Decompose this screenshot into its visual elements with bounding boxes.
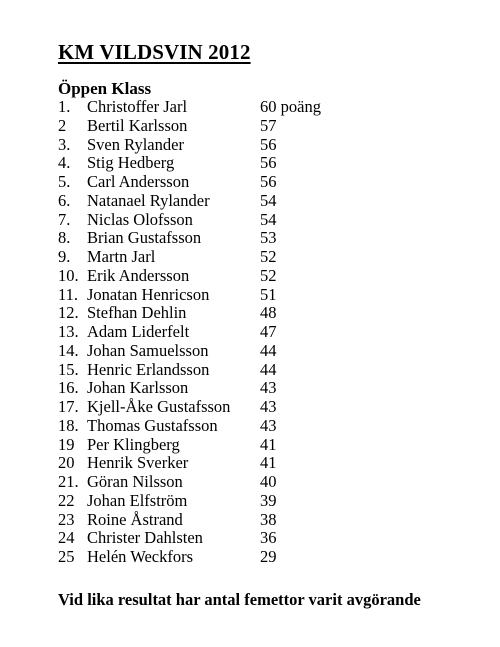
footer-note: Vid lika resultat har antal femettor varit avgörande [58,590,421,609]
result-score: 29 [260,547,277,566]
result-row [58,436,478,455]
result-name: Niclas Olofsson [87,209,193,229]
result-name: Sven Rylander [87,134,184,154]
result-row [58,154,478,173]
results-list [58,98,478,567]
result-row [58,342,478,361]
result-score: 41 [260,434,277,454]
result-row [58,473,478,492]
result-score: 47 [260,322,277,341]
result-row [58,192,478,211]
result-score: 56 [260,134,277,154]
result-rank: 1. [58,97,71,116]
document-title: KM VILDSVIN 2012 [58,40,251,64]
result-name: Johan Samuelsson [87,340,209,360]
result-name: Johan Karlsson [87,378,189,398]
result-rank: 21. [58,472,79,491]
result-rank: 6. [58,190,71,210]
result-rank: 9. [58,247,71,266]
result-name: Brian Gustafsson [87,228,202,248]
result-rank: 20 [58,453,75,473]
result-row [58,136,478,155]
result-score: 36 [260,528,277,548]
result-rank: 7. [58,209,71,229]
result-rank: 19 [58,434,75,454]
result-rank: 11. [58,284,79,304]
result-score: 43 [260,415,277,435]
result-name: Thomas Gustafsson [87,415,218,435]
result-rank: 5. [58,172,71,191]
result-score: 60 poäng [260,97,321,116]
result-name: Kjell-Åke Gustafsson [87,397,231,416]
result-score: 57 [260,115,277,135]
section-heading: Öppen Klass [58,79,152,98]
result-score: 48 [260,303,277,323]
result-row [58,267,478,286]
result-score: 43 [260,378,277,398]
result-name: Johan Elfström [87,490,188,510]
result-row [58,323,478,342]
result-row [58,398,478,417]
result-score: 38 [260,509,277,529]
result-score: 43 [260,397,277,416]
result-name: Henrik Sverker [87,453,189,473]
result-score: 41 [260,453,277,473]
result-row [58,529,478,548]
result-rank: 8. [58,228,71,248]
result-row [58,229,478,248]
result-name: Stefhan Dehlin [87,303,187,323]
result-score: 44 [260,340,277,360]
result-row [58,286,478,305]
result-rank: 3. [58,134,71,154]
result-name: Carl Andersson [87,172,190,191]
result-score: 39 [260,490,277,510]
result-row [58,248,478,267]
result-name: Bertil Karlsson [87,115,188,135]
result-row [58,492,478,511]
result-rank: 10. [58,265,79,285]
result-score: 53 [260,228,277,248]
result-row [58,511,478,530]
result-score: 56 [260,172,277,191]
result-score: 40 [260,472,277,491]
result-name: Erik Andersson [87,265,190,285]
result-name: Christoffer Jarl [87,97,188,116]
result-row [58,211,478,230]
result-row [58,304,478,323]
result-score: 56 [260,153,277,173]
result-row [58,548,478,567]
result-rank: 24 [58,528,75,548]
result-name: Martn Jarl [87,247,156,266]
result-rank: 4. [58,153,71,173]
result-rank: 13. [58,322,79,341]
result-name: Stig Hedberg [87,153,175,173]
result-row [58,117,478,136]
result-score: 54 [260,190,277,210]
result-rank: 22 [58,490,75,510]
result-row [58,361,478,380]
result-row [58,98,478,117]
result-rank: 16. [58,378,79,398]
result-row [58,379,478,398]
result-score: 52 [260,247,277,266]
result-name: Roine Åstrand [87,509,183,529]
result-row [58,417,478,436]
result-score: 44 [260,359,277,379]
result-name: Per Klingberg [87,434,180,454]
result-score: 51 [260,284,277,304]
result-rank: 15. [58,359,79,379]
result-row [58,173,478,192]
result-rank: 12. [58,303,79,323]
result-score: 54 [260,209,277,229]
result-rank: 2 [58,115,67,135]
result-rank: 25 [58,547,75,566]
result-rank: 14. [58,340,79,360]
result-name: Christer Dahlsten [87,528,203,548]
result-rank: 18. [58,415,79,435]
result-row [58,454,478,473]
result-name: Jonatan Henricson [87,284,210,304]
result-name: Natanael Rylander [87,190,210,210]
result-name: Adam Liderfelt [87,322,190,341]
result-rank: 23 [58,509,75,529]
result-name: Helén Weckfors [87,547,194,566]
result-name: Göran Nilsson [87,472,183,491]
result-name: Henric Erlandsson [87,359,210,379]
result-rank: 17. [58,397,79,416]
result-score: 52 [260,265,277,285]
